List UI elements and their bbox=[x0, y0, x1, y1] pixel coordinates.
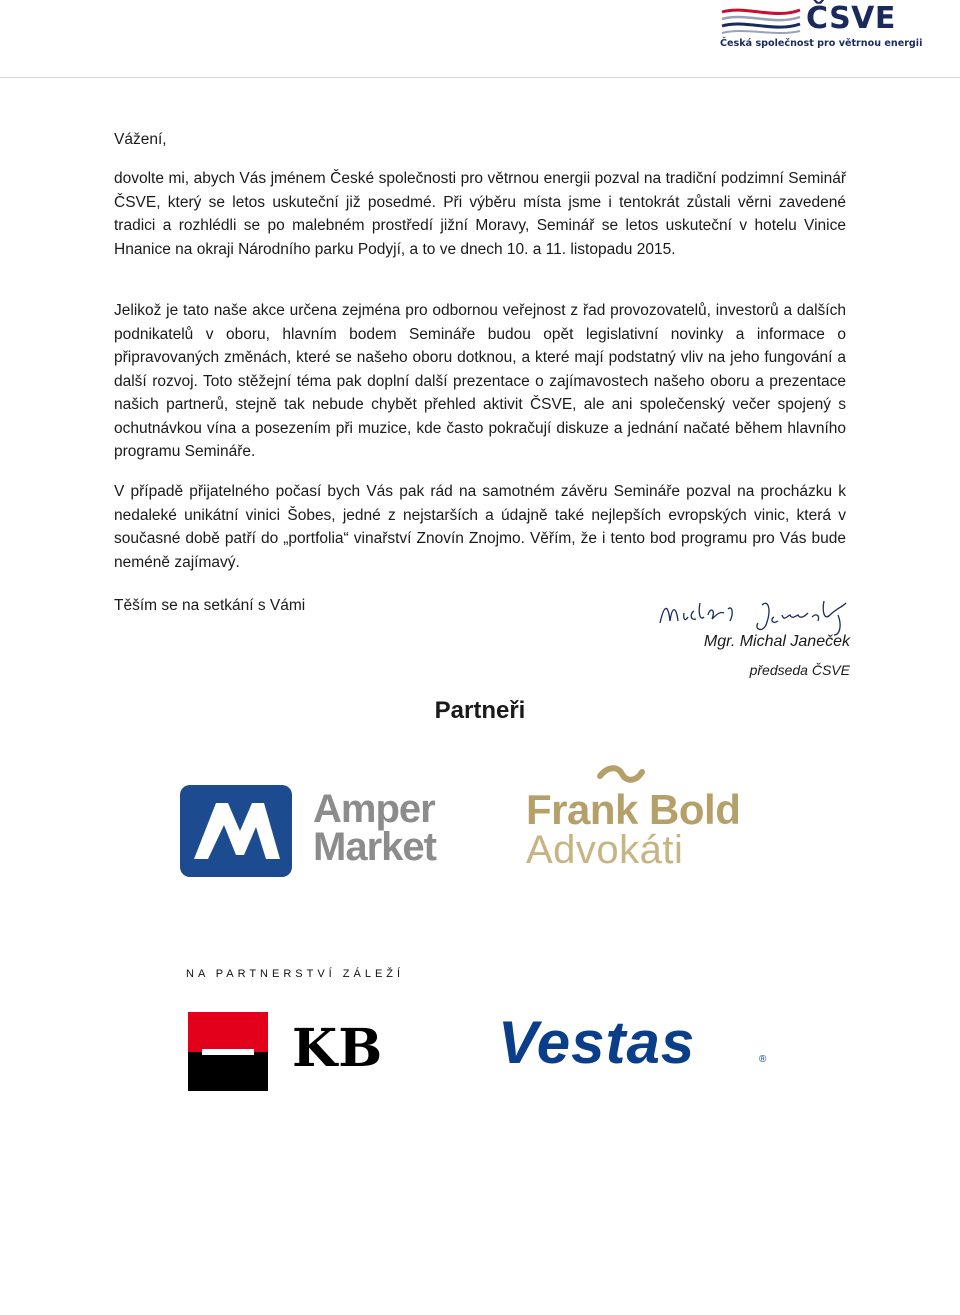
signatory-role: předseda ČSVE bbox=[749, 662, 850, 678]
amper-market-wordmark bbox=[313, 787, 436, 869]
market-line: Market bbox=[313, 825, 436, 869]
amper-market-emblem-icon bbox=[180, 785, 292, 877]
registered-mark: ® bbox=[759, 1054, 767, 1065]
vestas-logo bbox=[498, 1010, 778, 1080]
signatory-name: Mgr. Michal Janeček bbox=[703, 633, 850, 650]
vestas-wordmark: Vestas bbox=[498, 1009, 696, 1076]
amper-line: Amper bbox=[313, 787, 435, 831]
komercni-banka-logo bbox=[186, 965, 416, 1095]
letter-paragraph-2 bbox=[114, 299, 846, 464]
csve-logo-subtitle: Česká společnost pro větrnou energii bbox=[720, 38, 923, 49]
kb-tagline: NA PARTNERSTVÍ ZÁLEŽÍ bbox=[186, 968, 405, 980]
letter-closing: Těším se na setkání s Vámi bbox=[114, 597, 306, 614]
paragraph-text: Jelikož je tato naše akce určena zejména pro odbornou veřejnost z řad provozovatelů, investorů a dalších podnikatelů v oboru, hlavním bodem Semináře budou opět legislativní novinky a informace o připravovaných změnách, které se našeho oboru dotknou, a které mají podstatný vliv na jeho fungování a další rozvoj. Toto stěžejní téma pak doplní další prezentace o zajímavostech našeho oboru a prezentace našich partnerů, stejně tak nebude chybět přehled aktivit ČSVE, ale ani společenský večer spojený s ochutnávkou vína a posezením při muzice, kde často pokračují diskuze a jednání načaté během hlavního programu Semináře. bbox=[114, 302, 846, 460]
amper-market-logo bbox=[180, 785, 460, 880]
letter-paragraph-1 bbox=[114, 167, 846, 261]
csve-logo-text: ČSVE bbox=[806, 1, 896, 36]
paragraph-text: V případě přijatelného počasí bych Vás pak rád na samotném závěru Semináře pozval na procházku k nedaleké unikátní vinici Šobes, jedné z nejstarších a údajně také nejlepších evropských vinic, která v současné době patří do „portfolia“ vinařství Znovín Znojmo. Věřím, že i tento bod programu pro Vás bude neméně zajímavý. bbox=[114, 483, 846, 571]
frank-bold-logo bbox=[526, 764, 756, 874]
partners-heading: Partneři bbox=[434, 697, 526, 724]
signature-block bbox=[650, 595, 850, 685]
letter-paragraph-3 bbox=[114, 480, 846, 574]
wind-swoosh-icon bbox=[720, 6, 802, 36]
kb-square-icon bbox=[188, 1012, 268, 1091]
letter-salutation: Vážení, bbox=[114, 131, 167, 148]
frank-bold-subtitle: Advokáti bbox=[526, 828, 684, 872]
header-divider bbox=[0, 77, 960, 78]
kb-letters: KB bbox=[292, 1018, 384, 1079]
csve-logo bbox=[720, 1, 923, 52]
frank-bold-name: Frank Bold bbox=[526, 786, 741, 833]
paragraph-text: dovolte mi, abych Vás jménem České společnosti pro větrnou energii pozval na tradiční podzimní Seminář ČSVE, který se letos uskuteční již posedmé. Při výběru místa jsme i tentokrát zůstali věrni zavedené tradici a rozhlédli se po malebném prostředí jižní Moravy, Seminář se letos uskuteční v hotelu Vinice Hnanice na okraji Národního parku Podyjí, a to ve dnech 10. a 11. listopadu 2015. bbox=[114, 170, 846, 258]
